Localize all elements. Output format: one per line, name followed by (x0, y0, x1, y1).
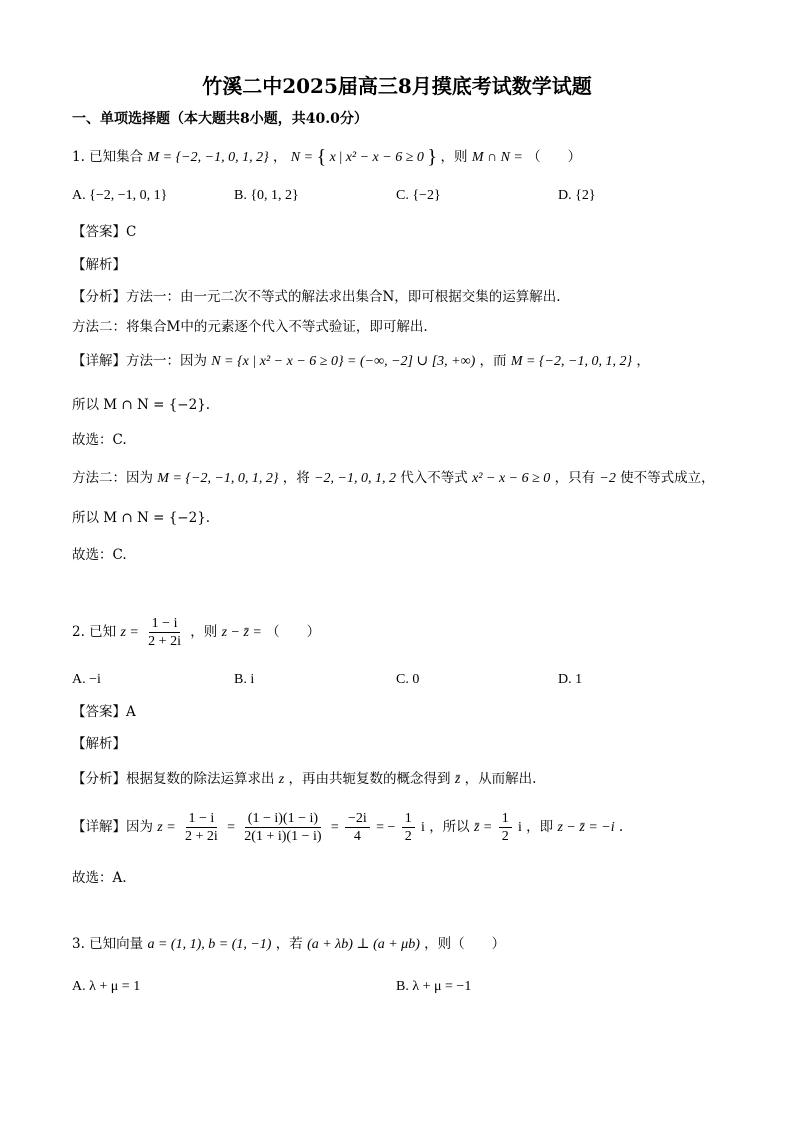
q2-fenxi-a: 【分析】根据复数的除法运算求出 (72, 771, 275, 787)
q2-detail-eq-1: = (227, 820, 235, 835)
q3-option-b: B. λ + μ = −1 (396, 979, 472, 994)
q2-detail-zbar: z̄ = (473, 820, 493, 835)
q2-detail-frac-3-den: 4 (353, 829, 361, 844)
q1-option-c: C. {−2} (396, 188, 441, 203)
q1-answer: 【答案】C (72, 224, 137, 240)
section-heading: 一、单项选择题（本大题共8小题，共40.0分） (72, 111, 368, 127)
q1-option-d: D. {2} (558, 188, 596, 203)
q2-detail-label: 【详解】因为 (72, 819, 153, 835)
q3-condition: (a + λb) ⊥ (a + μb) (307, 937, 420, 952)
q1-so-1: 所以 M ∩ N = {−2}. (72, 397, 211, 413)
q2-fenxi (72, 770, 536, 789)
q2-detail-i2: i (517, 820, 522, 835)
q2-fraction (145, 615, 184, 650)
question-2-stem (72, 615, 320, 650)
q1-n-bar: | (339, 150, 343, 165)
q2-detail (72, 810, 623, 845)
q1-option-a: A. {−2, −1, 0, 1} (72, 188, 168, 203)
q1-detail-1 (72, 352, 650, 371)
q1-m2-lead: 方法二：因为 (72, 470, 153, 486)
q1-paren: （ ） (527, 149, 582, 165)
q2-analysis-label: 【解析】 (72, 736, 126, 752)
q2-detail-frac-4 (402, 810, 415, 845)
q2-number: 2. 已知 (72, 624, 117, 640)
q3-vectors: a = (1, 1), b = (1, −1) (147, 937, 272, 952)
q2-option-b: B. i (234, 672, 255, 687)
q3-if: ，若 (275, 936, 303, 952)
q1-set-m: M = {−2, −1, 0, 1, 2} (147, 150, 269, 165)
q1-number: 1. 已知集合 (72, 149, 144, 165)
q2-detail-frac-3 (345, 810, 370, 845)
q2-detail-frac-2-den: 2(1 + i)(1 − i) (244, 829, 322, 844)
q1-analysis-label: 【解析】 (72, 257, 126, 273)
q2-option-c: C. 0 (396, 672, 420, 687)
q2-detail-frac-2 (241, 810, 324, 845)
q2-detail-so: ，所以 (429, 819, 470, 835)
q1-fenxi: 【分析】方法一：由一元二次不等式的解法求出集合N，即可根据交集的运算解出. (72, 289, 561, 305)
q1-m2-minus2: −2 (599, 471, 616, 486)
q1-detail-1-m: M = {−2, −1, 0, 1, 2} (510, 354, 633, 369)
q1-m2-set: M = {−2, −1, 0, 1, 2} (157, 471, 279, 486)
q1-option-b: B. {0, 1, 2} (234, 188, 299, 203)
q2-answer: 【答案】A (72, 704, 136, 720)
q1-n-lhs: N = (290, 150, 314, 165)
q2-fenxi-zbar: z̄ (454, 772, 461, 787)
q1-set-n (290, 146, 441, 168)
q1-method2-detail (72, 469, 715, 488)
q1-n-brace: { (316, 146, 327, 168)
q1-n-brace-close: } (427, 146, 438, 168)
q2-fenxi-e: ，从而解出. (464, 771, 537, 787)
q1-detail-1-comma: ， (636, 353, 650, 369)
q2-detail-final: z − z̄ = −i (557, 820, 615, 835)
q1-m2-values: −2, −1, 0, 1, 2 (314, 471, 396, 486)
q1-m2-jiang: ，将 (282, 470, 310, 486)
q2-detail-frac-1-num: 1 − i (186, 810, 218, 828)
q2-detail-frac-1 (182, 810, 221, 845)
q2-option-d: D. 1 (558, 672, 583, 687)
q2-detail-frac-1-den: 2 + 2i (185, 829, 218, 844)
q2-then: ，则 (190, 624, 218, 640)
q1-detail-1-set: N = {x | x² − x − 6 ≥ 0} = (−∞, −2] ∪ [3, +∞) (211, 354, 476, 369)
q1-detail-1-lead: 【详解】方法一：因为 (72, 353, 207, 369)
question-3-stem (72, 935, 505, 954)
q3-number: 3. 已知向量 (72, 936, 144, 952)
q2-detail-frac-5-den: 2 (501, 829, 509, 844)
q2-paren: （ ） (266, 624, 321, 640)
q2-detail-frac-5 (499, 810, 512, 845)
q3-then: ，则（ ） (424, 936, 506, 952)
q2-fenxi-c: ，再由共轭复数的概念得到 (288, 771, 451, 787)
q2-detail-end: . (618, 819, 624, 835)
q2-detail-frac-2-num: (1 − i)(1 − i) (245, 810, 321, 828)
q2-detail-frac-4-num: 1 (402, 810, 415, 828)
page-title: 竹溪二中2025届高三8月摸底考试数学试题 (202, 74, 592, 98)
q1-m2-ineq: x² − x − 6 ≥ 0 (472, 471, 551, 486)
q1-m2-dairu: 代入不等式 (400, 470, 468, 486)
q2-detail-frac-5-num: 1 (499, 810, 512, 828)
q2-fenxi-z: z (278, 772, 285, 787)
q1-then: ，则 (440, 149, 468, 165)
q1-m2-end: 使不等式成立， (620, 470, 715, 486)
q1-choose-1: 故选：C. (72, 432, 127, 448)
q1-expr: M ∩ N = (471, 150, 523, 165)
q1-n-cond: x² − x − 6 ≥ 0 (345, 150, 424, 165)
q2-z-lhs: z = (120, 625, 139, 640)
q2-frac-den: 2 + 2i (148, 634, 181, 649)
q2-option-a: A. −i (72, 672, 101, 687)
q2-expr: z − z̄ = (221, 625, 262, 640)
q2-detail-ji: ，即 (526, 819, 554, 835)
q2-detail-frac-4-den: 2 (404, 829, 412, 844)
q1-m2-zhiyou: ，只有 (554, 470, 596, 486)
q1-method2: 方法二：将集合M中的元素逐个代入不等式验证，即可解出. (72, 319, 428, 335)
q2-detail-neg: = − (376, 820, 396, 835)
q1-detail-1-er: ，而 (479, 353, 507, 369)
q1-choose-2: 故选：C. (72, 547, 127, 563)
question-1-stem (72, 148, 581, 167)
q1-comma: ， (272, 149, 287, 165)
q2-frac-num: 1 − i (149, 615, 181, 633)
q2-detail-i: i (421, 820, 425, 835)
q1-n-var: x (329, 150, 336, 165)
q2-choose: 故选：A. (72, 870, 127, 886)
q2-detail-z: z = (157, 820, 176, 835)
q1-so-2: 所以 M ∩ N = {−2}. (72, 510, 211, 526)
q2-detail-frac-3-num: −2i (345, 810, 370, 828)
q2-detail-eq-2: = (330, 820, 339, 835)
q3-option-a: A. λ + μ = 1 (72, 979, 141, 994)
